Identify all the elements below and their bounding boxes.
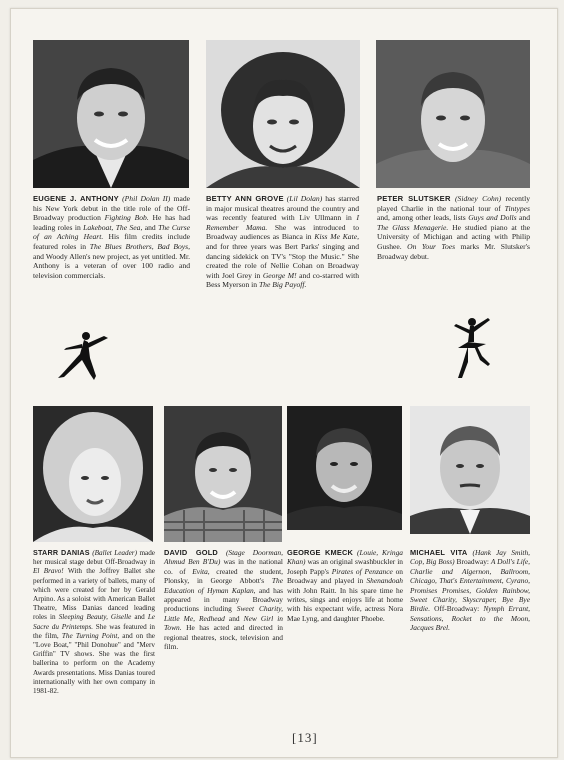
cast-bio: made his New York debut in the title role of the Off-Broadway production Fighting Bob. He has had leading roles in Lakeboat, The Sea, and The Curse of an Aching Heart. His film credits include featured roles in The Blues Brothers, Bad Boys, and Woody Allen's new project, as yet untitled. Mr. Anthony is a veteran of over 100 radio and television commercials. (33, 194, 191, 280)
cast-bio: was an original swashbuckler in Joseph Papp's Pirates of Penzance on Broadway and played in Shenandoah with John Raitt. In his spare time he writes, sings and enjoys life at home with his expectant wife, actress Nora Mae Lyng, and daughter Phoebe. (287, 557, 403, 623)
cast-role: (Louie, Kringa Khan) (287, 548, 403, 567)
cast-name: GEORGE KMECK (287, 548, 354, 557)
photo-david-gold (164, 406, 282, 542)
cast-role: (Lil Dolan) (286, 194, 323, 203)
photo-george-kmeck (287, 406, 402, 530)
cast-bio: recently played Charlie in the national tour of Tintypes and, among other leads, lists Guys and Dolls and The Glass Menagerie. He studied piano at the University of Michigan and acting with Philip Gushee. On Your Toes marks Mr. Slutsker's Broadway debut. (377, 194, 531, 261)
cast-bio: was in the national co. of Evita, created the student, Plonsky, in George Abbott's The Education of Hyman Kaplan, and has appeared in many Broadway productions including Sweet Charity, Little Me, Redhead and New Girl in Town. He has acted and directed in regional theatres, stock, television and film. (164, 557, 283, 652)
cast-role: (Sidney Cohn) (455, 194, 502, 203)
portrait-peter-slutsker (376, 40, 530, 188)
cast-name: MICHAEL VITA (410, 548, 468, 557)
cast-name: STARR DANIAS (33, 548, 90, 557)
portrait-eugene-anthony (33, 40, 189, 188)
dancer-silhouette-left (52, 330, 112, 382)
bio-starr-danias (33, 548, 155, 696)
bio-eugene-anthony (33, 194, 190, 280)
cast-bio: Broadway: A Doll's Life, Charlie and Algernon, Ballroom, Chicago, That's Entertainment, Cyrano, Promises Promises, Golden Rainbow, Sweet Charity, Skyscraper, Bye Bye Birdie. Off-Broadway: Nymph Errant, Sensations, Rocket to the Moon, Jacques Brel. (410, 557, 530, 633)
portrait-betty-ann-grove (206, 40, 360, 188)
cast-name: BETTY ANN GROVE (206, 194, 284, 203)
portrait-george-kmeck (287, 406, 402, 530)
bio-peter-slutsker (377, 194, 530, 261)
cast-role: (Stage Doorman, Ahmud Ben B'Du) (164, 548, 283, 567)
portrait-michael-vita (410, 406, 530, 534)
dancer-silhouette-right (448, 316, 498, 380)
cast-name: EUGENE J. ANTHONY (33, 194, 119, 203)
bio-michael-vita (410, 548, 530, 633)
bio-george-kmeck (287, 548, 403, 623)
portrait-starr-danias (33, 406, 153, 542)
bio-betty-ann-grove (206, 194, 359, 290)
cast-bio: made her musical stage debut Off-Broadway in El Bravo! With the Joffrey Ballet she performed in a variety of ballets, many of which were created for her by Gerald Arpino. As a soloist with American Ballet Theatre, Miss Danias danced leading roles in Sleeping Beauty, Giselle and Le Sacre du Printemps. She was featured in the film, The Turning Point, and on the "Love Boat," "Phil Donohue" and "Merv Griffin" TV shows. She was the first ballerina to perform on the Academy Awards presentations. Miss Danias toured internationally with her own company in 1981-82. (33, 549, 156, 696)
cast-role: (Hank Jay Smith, Cop, Big Boss) (410, 548, 530, 567)
cast-bio: has starred in major musical theatres around the country and was recently featured with Liv Ullmann in I Remember Mama. She was introduced to Broadway audiences as Bianca in Kiss Me Kate, and for three years was Bert Parks' singing and dancing sidekick on TV's "Stop the Music." She created the role of Nellie Cohan on Broadway with Joel Grey in George M! and co-starred with Bess Myerson in The Big Payoff. (206, 194, 360, 290)
cast-name: DAVID GOLD (164, 548, 218, 557)
cast-name: PETER SLUTSKER (377, 194, 451, 203)
cast-role: (Ballet Leader) (92, 549, 137, 557)
photo-peter-slutsker (376, 40, 530, 188)
cast-role: (Phil Dolan II) (122, 194, 171, 203)
photo-betty-ann-grove (206, 40, 360, 188)
photo-eugene-anthony (33, 40, 189, 188)
photo-starr-danias (33, 406, 153, 542)
photo-michael-vita (410, 406, 530, 534)
page-number: [13] (292, 730, 318, 745)
portrait-david-gold (164, 406, 282, 542)
bio-david-gold (164, 548, 283, 651)
